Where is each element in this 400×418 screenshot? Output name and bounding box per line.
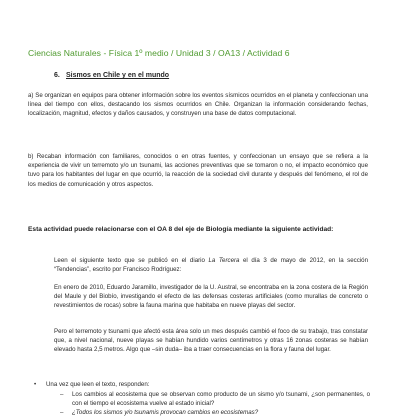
sub-question-item: [60, 390, 370, 408]
paragraph-b: b) Recaban información con familiares, conocidos o en otras fuentes, y confeccionan un ensayo que se refiera a la experiencia de vivir un terremoto y/o un tsunami, las acciones preventivas que se tomaron o no, el impacto económico que tuvo para los habitantes del lugar en que ocurrió, la reacción de la sociedad civil durante y después del fenómeno, el rol de los medios de comunicación y otros aspectos.: [28, 153, 368, 188]
bullet-mark: •: [34, 381, 37, 388]
dash-mark: –: [60, 409, 64, 417]
quote-paragraph-3: Pero el terremoto y tsunami que afectó esta área solo un mes después cambió el foco de su trabajo, tras constatar que, a nivel nacional, nueve playas se habían hundido varios centímetros y otras 16 zonas costeras se habían elevado hasta 2,5 metros. Algo que –sin duda– iba a traer consecuencias en la flora y fauna del lugar.: [54, 328, 368, 354]
sub-question-text: Los cambios al ecosistema que se observan como producto de un sismo y/o tsunami, ¿son permanentes, o con el tiempo el ecosistema vuelve al estado inicial?: [72, 391, 370, 408]
newspaper-name: La Tercera: [208, 257, 240, 264]
dash-mark: –: [60, 391, 64, 398]
bullet-text: Una vez que leen el texto, responden:: [46, 381, 150, 388]
sub-question-text: ¿Todos los sismos y/o tsunamis provocan cambios en ecosistemas?: [72, 409, 259, 417]
quote-paragraph-2: En enero de 2010, Eduardo Jaramillo, investigador de la U. Austral, se encontraba en la zona costera de la Región del Maule y del Biobío, investigando el efecto de las defensas costeras artificiales (como murallas de concreto o revestimientos de rocas) sobre la fauna marina que habitaba en nueve playas del sector.: [54, 284, 368, 310]
quote-intro-before: Leen el siguiente texto que se publicó en el diario: [54, 257, 209, 264]
quote-intro-after: el día 3 de mayo de 2012, en la sección “Tendencias”, escrito por Francisco Rodríguez:: [54, 257, 369, 274]
biology-link-question: Esta actividad puede relacionarse con el OA 8 del eje de Biología mediante la siguiente actividad:: [28, 226, 334, 233]
sub-question-list: [60, 390, 370, 418]
section-title: Sismos en Chile y en el mundo: [66, 72, 170, 79]
section-heading: [54, 72, 169, 79]
bullet-item: [34, 380, 149, 389]
sub-question-item: [60, 408, 370, 417]
quote-intro-paragraph: [54, 256, 368, 274]
section-number: 6.: [54, 72, 60, 79]
page-header-title: Ciencias Naturales - Física 1º medio / Unidad 3 / OA13 / Actividad 6: [28, 48, 290, 58]
paragraph-a: a) Se organizan en equipos para obtener información sobre los eventos sísmicos ocurridos en el planeta y confeccionan una línea del tiempo con ellos, destacando los sismos ocurridos en Chile. Organizan la información considerando fechas, localización, magnitud, efectos y daños causados, y construyen una base de datos computacional.: [28, 92, 368, 118]
